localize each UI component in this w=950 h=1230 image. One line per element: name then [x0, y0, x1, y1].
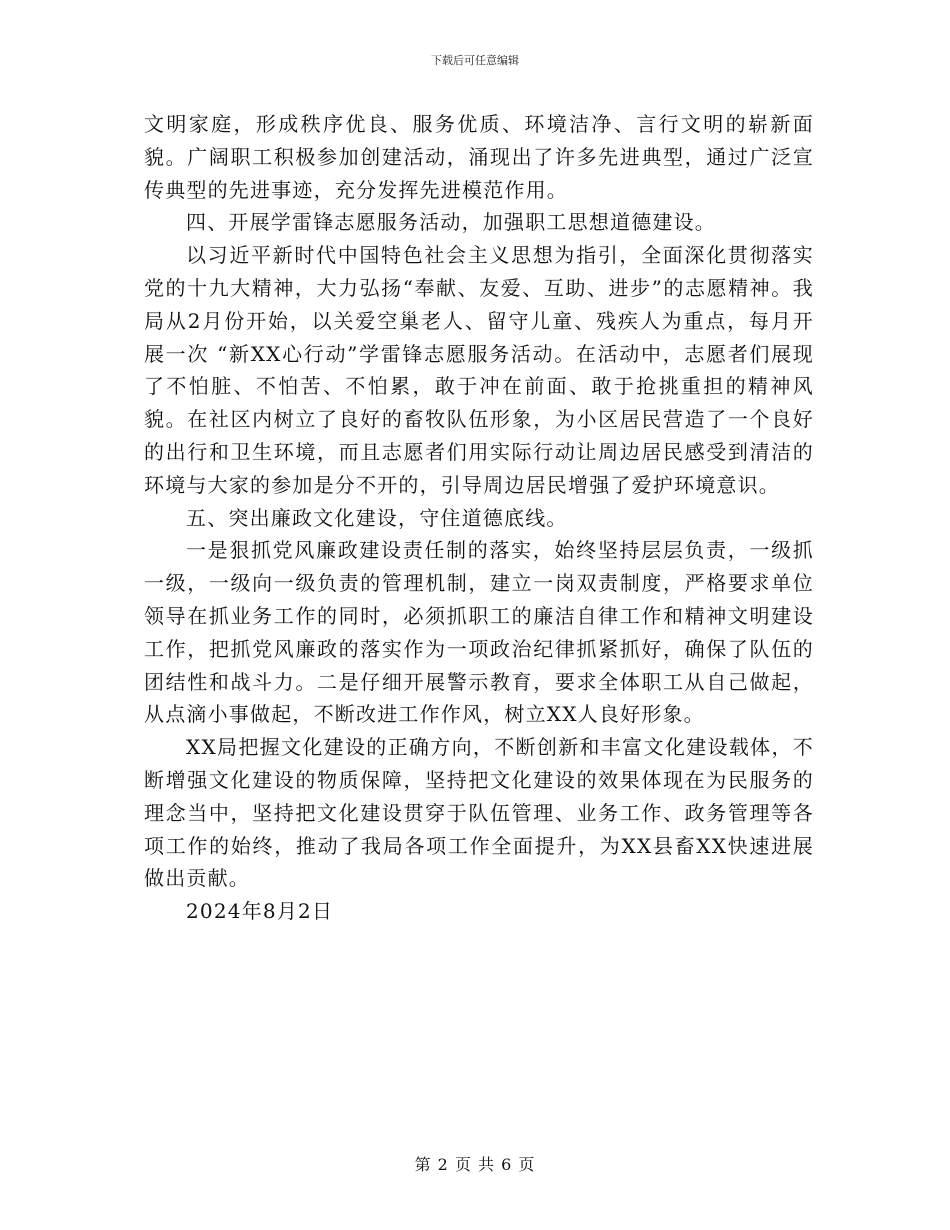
paragraph-conclusion: XX局把握文化建设的正确方向，不断创新和丰富文化建设载体，不断增强文化建设的物质保障，坚持把文化建设的效果体现在为民服务的理念当中，坚持把文化建设贯穿于队伍管理、业务工作、政务管理等各项工作的始终，推动了我局各项工作全面提升，为XX县畜XX快速进展做出贡献。 [144, 735, 814, 891]
page-number-footer: 第 2 页 共 6 页 [414, 1155, 536, 1174]
section-heading-five: 五、突出廉政文化建设，守住道德底线。 [186, 505, 568, 530]
document-date: 2024年8月2日 [186, 899, 334, 924]
paragraph-integrity-culture: 一是狠抓党风廉政建设责任制的落实，始终坚持层层负责，一级抓一级，一级向一级负责的管理机制，建立一岗双责制度，严格要求单位领导在抓业务工作的同时，必须抓职工的廉洁自律工作和精神文明建设工作，把抓党风廉政的落实作为一项政治纪律抓紧抓好，确保了队伍的团结性和战斗力。二是仔细开展警示教育，要求全体职工从自己做起，从点滴小事做起，不断改进工作作风，树立XX人良好形象。 [144, 538, 814, 727]
document-body [144, 108, 814, 928]
paragraph-continuation: 文明家庭，形成秩序优良、服务优质、环境洁净、言行文明的崭新面貌。广阔职工积极参加创建活动，涌现出了许多先进典型，通过广泛宣传典型的先进事迹，充分发挥先进模范作用。 [144, 112, 814, 202]
section-heading-four: 四、开展学雷锋志愿服务活动，加强职工思想道德建设。 [186, 210, 716, 235]
paragraph-volunteer-service: 以习近平新时代中国特色社会主义思想为指引，全面深化贯彻落实党的十九大精神，大力弘扬“奉献、友爱、互助、进步”的志愿精神。我局从2月份开始，以关爱空巢老人、留守儿童、残疾人为重点，每月开展一次 “新XX心行动”学雷锋志愿服务活动。在活动中，志愿者们展现了不怕脏、不怕苦、不怕累，敢于冲在前面、敢于抢挑重担的精神风貌。在社区内树立了良好的畜牧队伍形象，为小区居民营造了一个良好的出行和卫生环境，而且志愿者们用实际行动让周边居民感受到清洁的环境与大家的参加是分不开的，引导周边居民增强了爱护环境意识。 [144, 243, 814, 497]
page-header: 下载后可任意编辑 [431, 54, 519, 67]
